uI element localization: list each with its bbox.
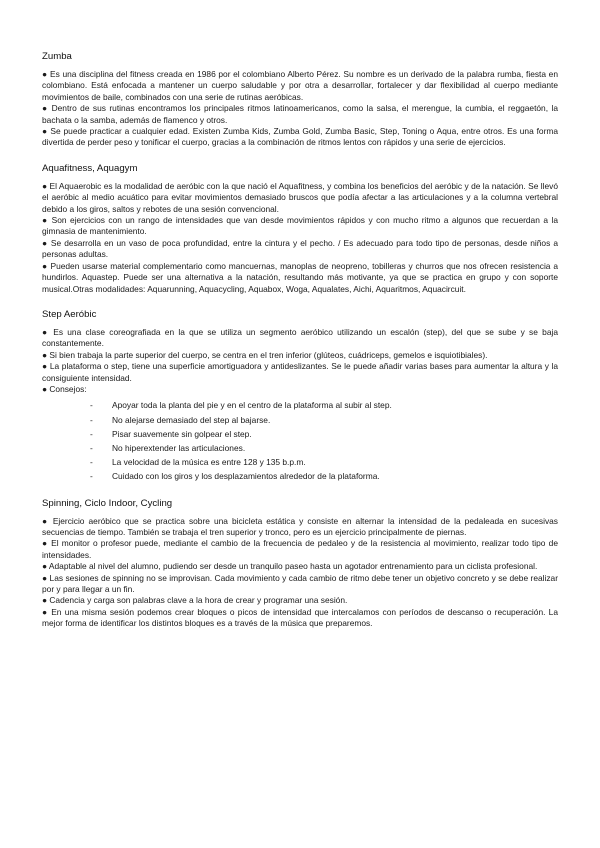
tip-item [90, 441, 558, 455]
tip-item [90, 427, 558, 441]
section-step-aerobic [42, 308, 558, 484]
section-heading: Zumba [42, 51, 72, 62]
paragraph: ● Consejos: [42, 383, 87, 394]
tip-item [90, 398, 558, 412]
paragraph: ● Cadencia y carga son palabras clave a la hora de crear y programar una sesión. [42, 595, 348, 606]
paragraph: ● Es una disciplina del fitness creada en 1986 por el colombiano Alberto Pérez. Su nombre es un derivado de la palabra rumba, fiesta en colombiano. Está enfocada a mantener un cuerpo saludable y por otra a desarrollar, fortalecer y dar flexibilidad al cuerpo mediante movimientos de baile, combinados con una serie de rutinas aeróbicas. [42, 69, 558, 102]
paragraph: ● Es una clase coreografiada en la que se utiliza un segmento aeróbico utilizando un escalón (step), del que se sube y se baja constantemente. [42, 326, 558, 349]
paragraph: ● Adaptable al nivel del alumno, pudiendo ser desde un tranquilo paseo hasta un agotador entrenamiento para un ciclista profesional. [42, 561, 538, 572]
dash-bullet: - [90, 442, 93, 453]
section-heading: Aquafitness, Aquagym [42, 162, 138, 174]
dash-bullet: - [90, 400, 93, 411]
section-zumba [42, 50, 558, 149]
paragraph: ● Las sesiones de spinning no se improvisan. Cada movimiento y cada cambio de ritmo debe tener un objetivo concreto y se debe realizar por y para llegar a un fin. [42, 572, 558, 594]
section-aquafitness [42, 162, 558, 295]
dash-bullet: - [90, 457, 93, 468]
section-spinning [42, 497, 558, 630]
paragraph: ● Pueden usarse material complementario como mancuernas, manoplas de neopreno, tobilleras y churros que nos ofrecen resistencia a hundirlos. Aquastep. Puede ser una alternativa a la natación, resultando más motivante, ya que se practica en grupo y con soporte musical.Otras modalidades: Aquarunning, Aquacycling, Aquabox, Woga, Aqualates, Aichi, Aquaritmos, Aquacircuit. [42, 260, 558, 294]
section-heading: Spinning, Ciclo Indoor, Cycling [42, 497, 173, 509]
paragraph: ● En una misma sesión podemos crear bloques o picos de intensidad que intercalamos con períodos de descanso o recuperación. La mejor forma de identificar los distintos bloques es a través de la música que preparemos. [42, 606, 558, 629]
paragraph: ● El Aquaerobic es la modalidad de aeróbic con la que nació el Aquafitness, y combina los beneficios del aeróbic y de la natación. Se llevó el aeróbic al medio acuático para evitar movimientos demasiado bruscos que podía afectar a las articulaciones y a la columna vertebral debido a los giros, saltos y rebotes de una sesión convencional. [42, 180, 558, 214]
paragraph: ● Ejercicio aeróbico que se practica sobre una bicicleta estática y consiste en alternar la intensidad de la pedaleada en sucesivas secuencias de tiempo. También se trabaja el tren superior y tronco, pero es un ejercicio principalmente de piernas. [42, 515, 558, 537]
tip-text: No alejarse demasiado del step al bajarse. [112, 414, 271, 425]
paragraph: ● La plataforma o step, tiene una superficie amortiguadora y antideslizantes. Se le puede añadir varias bases para aumentar la altura y la consiguiente intensidad. [42, 361, 558, 383]
section-heading: Step Aeróbic [42, 308, 97, 320]
paragraph: ● Son ejercicios con un rango de intensidades que van desde movimientos rápidos y con mucho ritmo a algunos que recuerdan a la gimnasia de mantenimiento. [42, 215, 558, 237]
paragraph: ● Se desarrolla en un vaso de poca profundidad, entre la cintura y el pecho. / Es adecuado para todo tipo de personas, desde niños a personas adultas. [42, 237, 558, 260]
tip-item [90, 469, 558, 483]
paragraph: ● Se puede practicar a cualquier edad. Existen Zumba Kids, Zumba Gold, Zumba Basic, Step, Toning o Aqua, entre otros. Es una forma divertida de perder peso y tonificar el cuerpo, gracias a la combinación de ritmos lentos con rápidos y una serie de ejercicios. [42, 126, 558, 148]
tips-list [42, 398, 558, 483]
paragraph: ● Si bien trabaja la parte superior del cuerpo, se centra en el tren inferior (glúteos, cuádriceps, gemelos e isquiotibiales). [42, 349, 488, 360]
paragraph: ● El monitor o profesor puede, mediante el cambio de la frecuencia de pedaleo y de la resistencia al movimiento, realizar todo tipo de intensidades. [42, 538, 558, 560]
tip-text: Apoyar toda la planta del pie y en el centro de la plataforma al subir al step. [112, 400, 392, 411]
dash-bullet: - [90, 428, 93, 439]
dash-bullet: - [90, 414, 93, 425]
dash-bullet: - [90, 471, 93, 482]
document-page [42, 50, 558, 643]
tip-item [90, 455, 558, 469]
tip-text: Cuidado con los giros y los desplazamientos alrededor de la plataforma. [112, 471, 380, 482]
tip-text: No hiperextender las articulaciones. [112, 442, 246, 453]
tip-item [90, 413, 558, 427]
paragraph: ● Dentro de sus rutinas encontramos los principales ritmos latinoamericanos, como la salsa, el merengue, la cumbia, el reggaetón, la bachata o la samba, además de flamenco y otros. [42, 103, 558, 125]
tip-text: Pisar suavemente sin golpear el step. [112, 428, 252, 439]
tip-text: La velocidad de la música es entre 128 y 135 b.p.m. [112, 457, 306, 468]
